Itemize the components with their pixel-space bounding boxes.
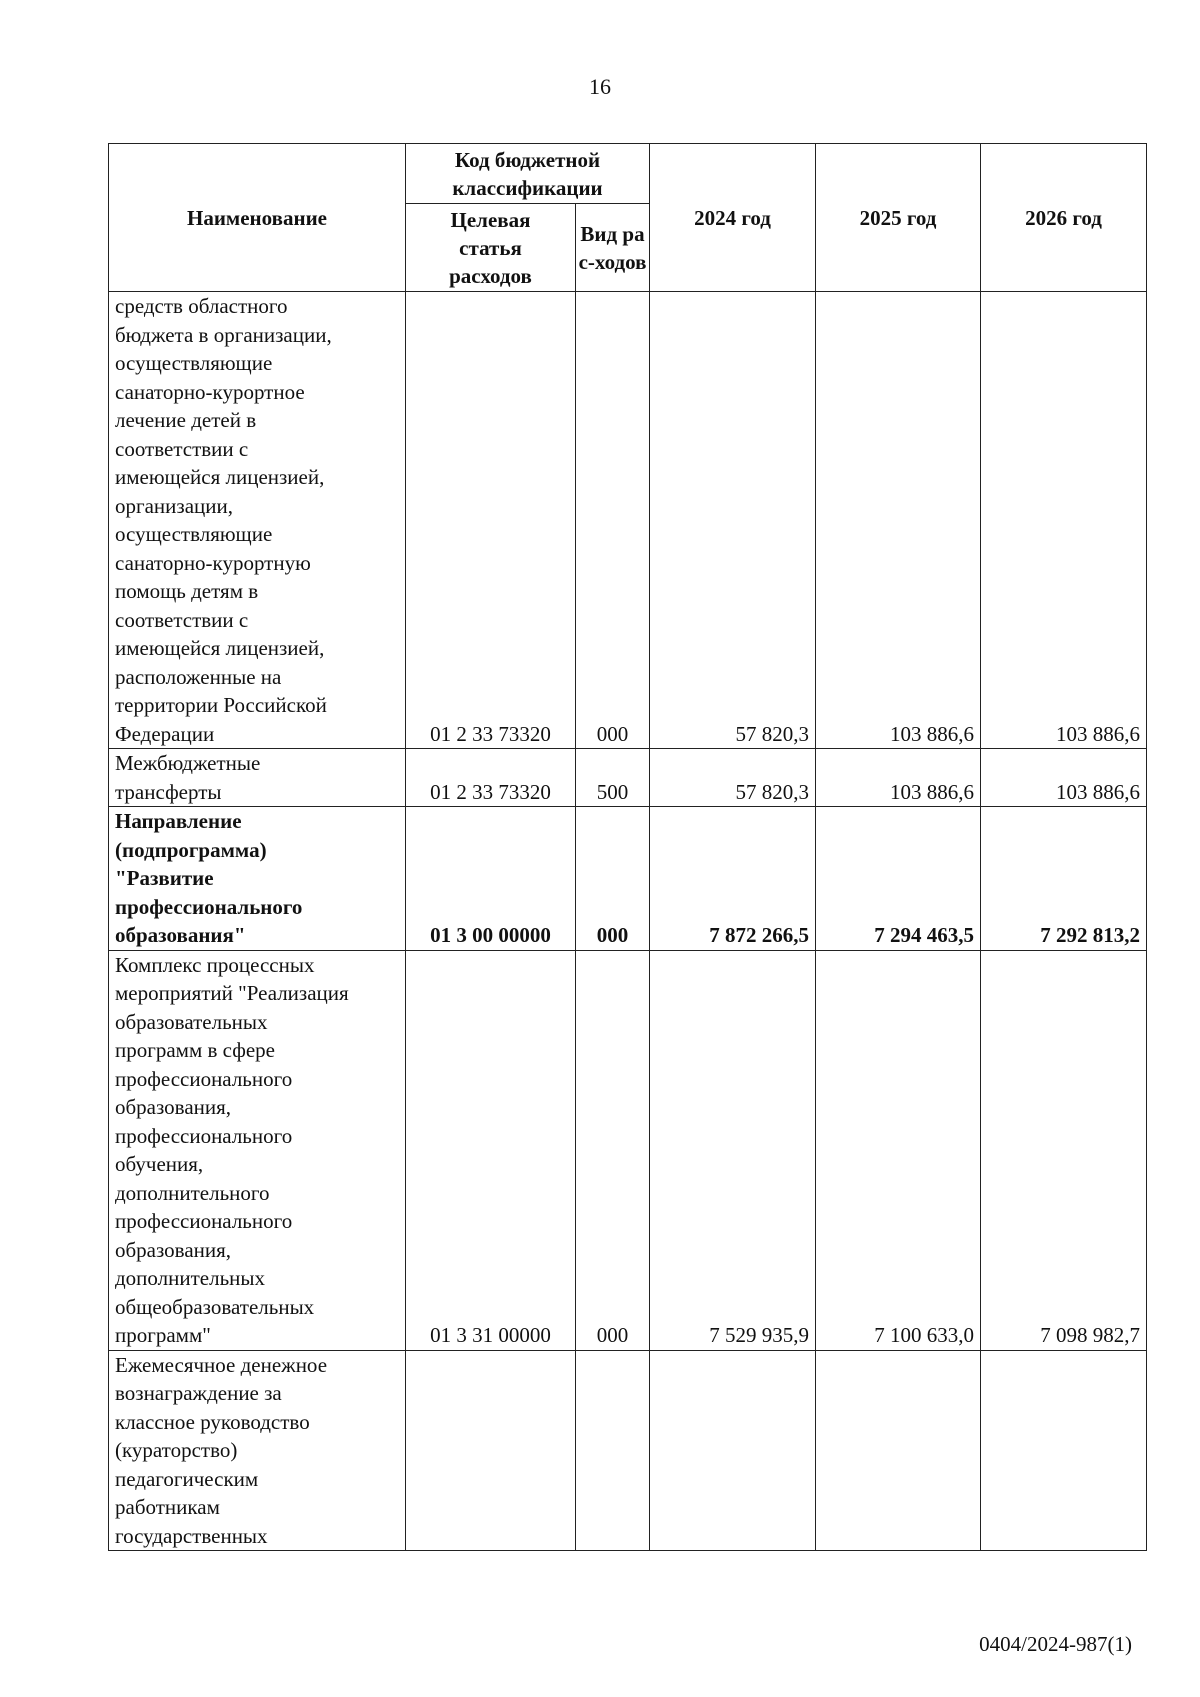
header-code-group: Код бюджетной классификации <box>406 144 650 204</box>
row-expense-type: 000 <box>576 292 650 749</box>
row-2025: 103 886,6 <box>816 749 981 807</box>
row-name: Межбюджетные трансферты <box>109 749 406 807</box>
table-row <box>109 292 1147 749</box>
table-row <box>109 749 1147 807</box>
header-expense-type: Вид рас-ходов <box>576 204 650 292</box>
row-expense-type: 000 <box>576 950 650 1350</box>
row-expense-type <box>576 1350 650 1551</box>
header-2026: 2026 год <box>981 144 1147 292</box>
row-2025 <box>816 1350 981 1551</box>
row-target-code: 01 3 00 00000 <box>406 807 576 951</box>
row-2024: 7 529 935,9 <box>650 950 816 1350</box>
page-number: 16 <box>589 74 611 99</box>
row-2024: 57 820,3 <box>650 749 816 807</box>
table-row <box>109 1350 1147 1551</box>
row-2026: 7 292 813,2 <box>981 807 1147 951</box>
row-2025: 103 886,6 <box>816 292 981 749</box>
row-name: Направление (подпрограмма) "Развитие профессионального образования" <box>109 807 406 951</box>
row-2026: 103 886,6 <box>981 292 1147 749</box>
header-name: Наименование <box>109 144 406 292</box>
table-row <box>109 950 1147 1350</box>
row-2025: 7 100 633,0 <box>816 950 981 1350</box>
row-2025: 7 294 463,5 <box>816 807 981 951</box>
row-expense-type: 000 <box>576 807 650 951</box>
budget-table <box>108 143 1147 1551</box>
header-2024: 2024 год <box>650 144 816 292</box>
row-target-code: 01 2 33 73320 <box>406 749 576 807</box>
table-row <box>109 807 1147 951</box>
row-2024 <box>650 1350 816 1551</box>
row-2026: 7 098 982,7 <box>981 950 1147 1350</box>
row-expense-type: 500 <box>576 749 650 807</box>
header-target-article: Целевая статья расходов <box>406 204 576 292</box>
row-name: Ежемесячное денежное вознаграждение за классное руководство (кураторство) педагогическим работникам государственных <box>109 1350 406 1551</box>
row-target-code: 01 3 31 00000 <box>406 950 576 1350</box>
row-2026: 103 886,6 <box>981 749 1147 807</box>
document-code: 0404/2024-987(1) <box>979 1632 1132 1656</box>
row-target-code <box>406 1350 576 1551</box>
row-2026 <box>981 1350 1147 1551</box>
row-2024: 7 872 266,5 <box>650 807 816 951</box>
header-2025: 2025 год <box>816 144 981 292</box>
row-target-code: 01 2 33 73320 <box>406 292 576 749</box>
row-name: Комплекс процессных мероприятий "Реализация образовательных программ в сфере профессионального образования, профессионального обучения, дополнительного профессионального образования, дополнительных общеобразовательных программ" <box>109 950 406 1350</box>
row-name: средств областного бюджета в организации, осуществляющие санаторно-курортное лечение детей в соответствии с имеющейся лицензией, организации, осуществляющие санаторно-курортную помощь детям в соответствии с имеющейся лицензией, расположенные на территории Российской Федерации <box>109 292 406 749</box>
row-2024: 57 820,3 <box>650 292 816 749</box>
